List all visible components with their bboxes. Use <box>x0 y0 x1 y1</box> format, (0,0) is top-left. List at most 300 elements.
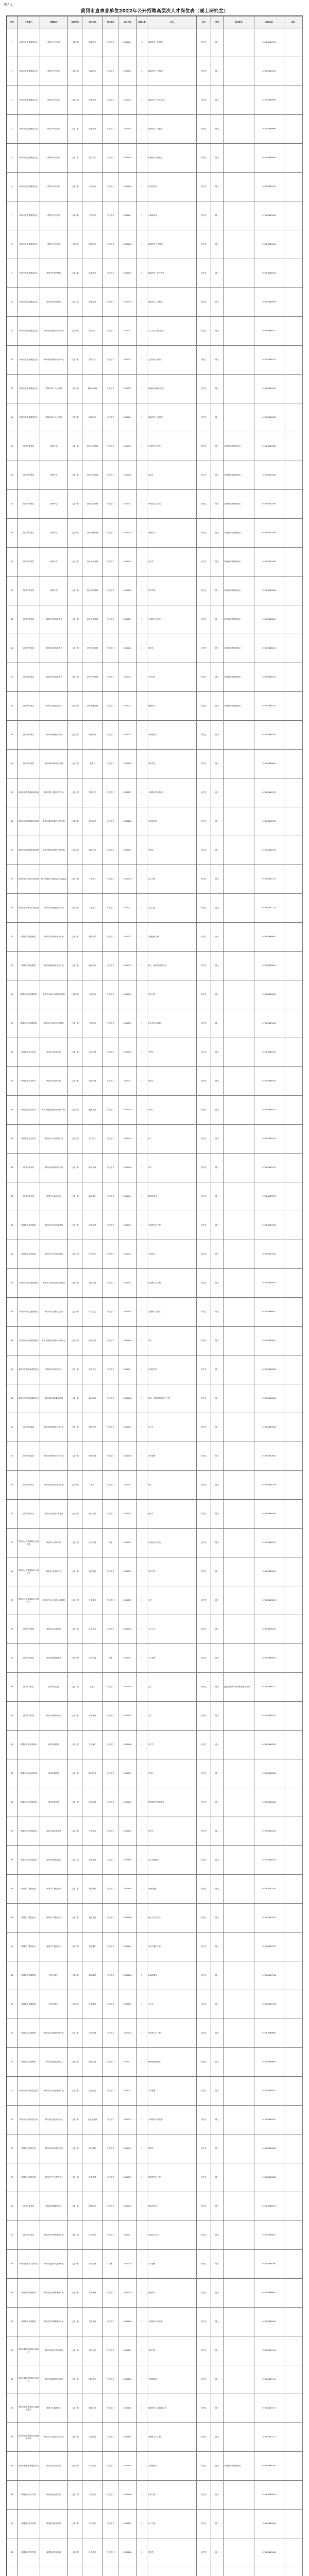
table-cell: 0713-8657277 <box>254 2394 284 2423</box>
table-cell: 黄冈职业技术学院 <box>40 2481 68 2510</box>
table-cell: 研究生 <box>197 1875 211 1904</box>
table-cell: 1 <box>137 1327 147 1355</box>
table-cell: 0713-8656178 <box>254 836 284 865</box>
table-cell: 水产 <box>147 1125 197 1154</box>
table-cell: 专业技术 <box>103 1759 118 1788</box>
table-cell: 2022053 <box>118 1529 137 1557</box>
table-cell: 黄冈市财政局 <box>18 1442 40 1471</box>
table-cell <box>224 865 254 894</box>
table-cell <box>284 721 303 750</box>
table-cell: 2022066 <box>118 1904 137 1933</box>
table-cell <box>224 1557 254 1586</box>
table-cell <box>284 346 303 375</box>
table-cell: 黄冈市自然资源和规划局 <box>18 778 40 807</box>
table-cell <box>224 2481 254 2510</box>
table-cell: 临床医师 <box>82 259 103 288</box>
table-row <box>7 1038 303 1067</box>
table-cell: 专业技术 <box>103 1817 118 1846</box>
table-cell: 2022038 <box>118 1096 137 1125</box>
table-cell: 0713-8657140 <box>254 2365 284 2394</box>
table-cell: 公益一类 <box>68 1182 82 1211</box>
table-cell: 专业技术 <box>103 1788 118 1817</box>
table-cell: 黄冈市中心医院 <box>40 57 68 86</box>
table-cell: 1 <box>137 461 147 490</box>
table-cell: 公益二类 <box>68 230 82 259</box>
table-cell: 1 <box>137 2279 147 2308</box>
table-body <box>7 28 303 2576</box>
table-cell: 黄冈市退役军人事务局 <box>18 2250 40 2279</box>
table-cell: 黄冈市群众艺术馆 <box>40 1817 68 1846</box>
table-cell <box>224 1615 254 1644</box>
table-row <box>7 1442 303 1471</box>
table-cell: 高中数学教师 <box>82 461 103 490</box>
table-cell <box>284 2192 303 2221</box>
table-row <box>7 86 303 115</box>
table-cell: 2022014 <box>118 403 137 432</box>
table-cell: 研究生 <box>197 1673 211 1702</box>
table-cell: 公益一类 <box>68 1759 82 1788</box>
table-row <box>7 2308 303 2336</box>
table-cell: 专业技术 <box>103 173 118 201</box>
table-cell: 高中化学教师 <box>82 548 103 577</box>
table-cell: 0713-8656293 <box>254 1586 284 1615</box>
table-cell: 1 <box>137 1355 147 1384</box>
table-row <box>7 2163 303 2192</box>
table-cell: 硕士 <box>211 1788 224 1817</box>
table-cell: 黄冈市政务服务和大数据管理局 <box>18 2423 40 2452</box>
table-cell <box>284 57 303 86</box>
table-cell: 研究生 <box>197 1211 211 1240</box>
table-cell: 黄冈市经济和信息化局 <box>18 2106 40 2134</box>
table-cell <box>284 2510 303 2538</box>
table-cell: 黄冈市公证处 <box>40 1673 68 1702</box>
table-cell: 51 <box>7 1471 18 1500</box>
table-cell: 研究生 <box>197 115 211 144</box>
table-cell: 13 <box>7 375 18 403</box>
table-cell <box>224 2192 254 2221</box>
table-cell: 研究生 <box>197 1269 211 1298</box>
table-cell: 中国语言文学类 <box>147 432 197 461</box>
table-cell: 黄冈市中心医院 <box>40 28 68 57</box>
table-cell <box>224 1009 254 1038</box>
table-cell: 专业技术 <box>103 1846 118 1875</box>
table-cell: 0713-8657140 <box>254 2336 284 2365</box>
table-cell: 专业技术 <box>103 1990 118 2019</box>
table-cell: 研究生 <box>197 634 211 663</box>
table-cell: 黄冈市政务服务和大数据管理局 <box>18 2394 40 2423</box>
table-cell: 黄冈市畜牧兽医技术推广中心 <box>40 1096 68 1125</box>
table-cell: 招商服务 <box>82 2192 103 2221</box>
table-cell: 专业技术 <box>103 2019 118 2048</box>
table-cell: 研究生 <box>197 288 211 317</box>
table-cell: 研究生 <box>197 1529 211 1557</box>
table-cell: 硕士 <box>211 1038 224 1067</box>
table-cell: 临床医师 <box>82 403 103 432</box>
column-header: 备注 <box>284 16 303 28</box>
table-cell: 专业技术 <box>103 1182 118 1211</box>
table-cell: 88 <box>7 2538 18 2567</box>
table-cell: 79 <box>7 2279 18 2308</box>
table-cell: 研究生 <box>197 230 211 259</box>
table-cell: 0713-8656447 <box>254 2106 284 2134</box>
table-cell: 黄冈市社会福利院 <box>40 1615 68 1644</box>
table-cell: 专业技术 <box>103 1327 118 1355</box>
table-cell: 专业技术 <box>103 980 118 1009</box>
table-cell: 黄冈市退役军人服务中心 <box>40 2250 68 2279</box>
table-cell: 专业技术 <box>103 1557 118 1586</box>
table-cell: 53 <box>7 1529 18 1557</box>
table-cell: 专业技术 <box>103 57 118 86</box>
table-cell: 公益一类 <box>68 952 82 980</box>
table-cell: 41 <box>7 1182 18 1211</box>
table-cell: 专业技术 <box>103 1615 118 1644</box>
column-header: 联系电话 <box>254 16 284 28</box>
table-row <box>7 1875 303 1904</box>
table-cell: 公益一类 <box>68 2077 82 2106</box>
table-header-row <box>7 16 303 28</box>
table-cell: 播音主持 <box>82 1904 103 1933</box>
table-cell: 公益一类 <box>68 1009 82 1038</box>
table-cell: 46 <box>7 1327 18 1355</box>
table-cell: 黄冈市人事考试院 <box>40 1529 68 1557</box>
table-cell: 0713-8656122 <box>254 1673 284 1702</box>
table-cell: 2022039 <box>118 1125 137 1154</box>
table-cell: 0713-8656736 <box>254 1471 284 1500</box>
table-cell: 0713-8338210 <box>254 634 284 663</box>
table-cell: 护理学 <box>147 2538 197 2567</box>
table-cell: 专业技术 <box>103 1586 118 1615</box>
column-header: 专业 <box>147 16 197 28</box>
table-cell <box>284 1644 303 1673</box>
table-cell: 林学 <box>147 1154 197 1182</box>
table-cell: 公益一类 <box>68 1413 82 1442</box>
table-cell: 硕士 <box>211 894 224 923</box>
table-cell: 黄冈日报社 <box>40 1990 68 2019</box>
table-cell: 公益二类 <box>68 115 82 144</box>
table-cell <box>284 2250 303 2279</box>
column-header: 学历 <box>197 16 211 28</box>
table-cell: 信息技术 <box>82 778 103 807</box>
table-cell <box>224 2250 254 2279</box>
table-cell: 专业技术 <box>103 865 118 894</box>
table-cell: 公益二类 <box>68 836 82 865</box>
table-cell: 通过国家统一法律职业资格考试 <box>224 1673 254 1702</box>
table-cell: 外贸服务 <box>82 2221 103 2250</box>
table-cell: 1 <box>137 605 147 634</box>
table-cell: 专业技术 <box>103 201 118 230</box>
table-cell: 2 <box>137 173 147 201</box>
table-cell <box>284 634 303 663</box>
table-cell: 公益二类 <box>68 86 82 115</box>
table-cell: 高中地理教师 <box>82 692 103 721</box>
table-row <box>7 2279 303 2308</box>
table-cell: 陈列展览 <box>82 1759 103 1788</box>
table-cell: 2022042 <box>118 1211 137 1240</box>
table-cell: 硕士 <box>211 663 224 692</box>
table-cell: 专业技术 <box>103 1038 118 1067</box>
table-cell: 专业技术 <box>103 1125 118 1154</box>
table-row <box>7 1788 303 1817</box>
table-cell: 研究生 <box>197 1961 211 1990</box>
table-cell: 黄冈市发展和改革委员会 <box>18 1355 40 1384</box>
table-cell: 2022043 <box>118 1240 137 1269</box>
table-cell: 39 <box>7 1125 18 1154</box>
table-cell: 黄冈市卫生健康委员会 <box>18 403 40 432</box>
table-cell: 黄冈市卫生健康委员会 <box>18 201 40 230</box>
table-cell <box>211 2567 224 2576</box>
table-cell: 55 <box>7 1586 18 1615</box>
table-cell: 2022073 <box>118 2106 137 2134</box>
table-cell: 4 <box>7 115 18 144</box>
table-cell: 2 <box>137 1875 147 1904</box>
table-cell: 62 <box>7 1788 18 1817</box>
table-cell: 具有相应教师资格证 <box>224 634 254 663</box>
table-cell: 0713-8656583 <box>254 2134 284 2163</box>
table-cell: 2022018 <box>118 519 137 548</box>
table-cell: 0713-8656990 <box>254 86 284 115</box>
table-cell: 2022044 <box>118 1269 137 1298</box>
table-row <box>7 1586 303 1615</box>
table-cell: 分析化学 <box>82 1240 103 1269</box>
table-cell <box>284 1067 303 1096</box>
table-cell: 黄冈市国库集中支付中心 <box>40 1442 68 1471</box>
table-cell <box>284 548 303 577</box>
table-cell: 园艺学 <box>147 1067 197 1096</box>
table-cell: 专业技术 <box>103 432 118 461</box>
table-cell: 1 <box>137 1413 147 1442</box>
table-row <box>7 144 303 173</box>
table-cell: 专业技术 <box>103 1933 118 1961</box>
table-cell: 2022030 <box>118 865 137 894</box>
table-cell <box>224 952 254 980</box>
table-cell: 0713-8656410 <box>254 1125 284 1154</box>
table-cell: 临床医学（外科学） <box>147 230 197 259</box>
table-cell: 0713-8338616 <box>254 288 284 317</box>
table-cell: 研究生 <box>197 1702 211 1731</box>
table-cell <box>284 1731 303 1759</box>
table-cell: 黄冈市计量测试检定所 <box>40 1298 68 1327</box>
table-cell: 高中语文教师 <box>82 432 103 461</box>
table-cell: 研究生 <box>197 1442 211 1471</box>
table-cell: 工程技术 <box>82 865 103 894</box>
table-cell: 1 <box>137 1125 147 1154</box>
table-cell: 专业技术 <box>103 2106 118 2134</box>
table-cell: 新闻采编 <box>82 1875 103 1904</box>
table-cell: 财务管理 <box>82 1442 103 1471</box>
table-cell: 畜牧兽医 <box>82 1096 103 1125</box>
table-cell: 2022015 <box>118 432 137 461</box>
table-cell: 临床医学 <box>147 2279 197 2308</box>
table-cell: 黄冈市市政设施维护中心 <box>40 894 68 923</box>
table-cell: 法学 <box>147 1673 197 1702</box>
table-cell: 1 <box>137 1154 147 1182</box>
table-cell: 77 <box>7 2221 18 2250</box>
table-cell: 78 <box>7 2250 18 2279</box>
table-cell: 中国语言文学类 <box>147 605 197 634</box>
table-cell: 研究生 <box>197 375 211 403</box>
table-cell: 公益二类 <box>68 1904 82 1933</box>
table-cell: 管理 <box>103 1644 118 1673</box>
table-cell: 环境科学与工程 <box>147 1211 197 1240</box>
table-cell: 图书管理 <box>82 1788 103 1817</box>
table-cell <box>284 317 303 346</box>
table-row <box>7 577 303 605</box>
table-cell: 75 <box>7 2163 18 2192</box>
table-cell: 2022024 <box>118 692 137 721</box>
table-cell: 2022054 <box>118 1557 137 1586</box>
table-cell: 公益一类 <box>68 1384 82 1413</box>
table-cell: 临床医师 <box>82 115 103 144</box>
table-cell: 计算机科学与技术 <box>147 778 197 807</box>
table-row <box>7 1125 303 1154</box>
table-cell: 专业技术 <box>103 1096 118 1125</box>
table-cell: 0713-8620380 <box>254 519 284 548</box>
table-cell: 研究生 <box>197 663 211 692</box>
table-cell: 0713-8625327 <box>254 1182 284 1211</box>
table-cell <box>224 1788 254 1817</box>
table-cell: 硕士 <box>211 577 224 605</box>
table-row <box>7 288 303 317</box>
column-header: 岗位类别 <box>103 16 118 28</box>
table-row <box>7 519 303 548</box>
table-cell: 研究生 <box>197 2163 211 2192</box>
table-cell <box>284 865 303 894</box>
table-cell: 硕士 <box>211 1269 224 1298</box>
table-cell: 硕士 <box>211 1327 224 1355</box>
table-cell: 0713-8657105 <box>254 1904 284 1933</box>
table-cell: 2022020 <box>118 577 137 605</box>
table-cell: 硕士 <box>211 1067 224 1096</box>
table-cell: 2022006 <box>118 173 137 201</box>
table-cell: 研究生 <box>197 2336 211 2365</box>
table-cell: 研究生 <box>197 836 211 865</box>
table-row <box>7 2452 303 2481</box>
table-cell: 专业技术 <box>103 548 118 577</box>
table-cell: 黄冈市机关幼儿园 <box>40 2452 68 2481</box>
table-row <box>7 432 303 461</box>
table-cell: 研究生 <box>197 2077 211 2106</box>
table-cell: 公益一类 <box>68 663 82 692</box>
table-cell <box>284 2481 303 2510</box>
table-cell: 0713-8656528 <box>254 1817 284 1846</box>
table-cell: 黄冈市中小企业服务中心 <box>40 2077 68 2106</box>
table-cell: 公益一类 <box>68 778 82 807</box>
table-cell: 21 <box>7 605 18 634</box>
table-cell <box>224 1442 254 1471</box>
table-cell: 硕士 <box>211 1154 224 1182</box>
table-cell: 黄冈职业技术学院 <box>40 2510 68 2538</box>
table-cell: 1 <box>137 778 147 807</box>
table-cell: 2022026 <box>118 750 137 778</box>
table-cell: 2022081 <box>118 2336 137 2365</box>
table-cell: 12 <box>7 346 18 375</box>
table-cell: 1 <box>137 923 147 952</box>
table-cell: 1 <box>137 490 147 519</box>
table-cell: 软件工程 <box>147 1557 197 1586</box>
table-row <box>7 1759 303 1788</box>
table-cell <box>284 2423 303 2452</box>
table-cell: 专业技术 <box>103 86 118 115</box>
table-cell: 黄冈市教育局 <box>18 663 40 692</box>
table-cell: 2022040 <box>118 1154 137 1182</box>
table-cell: 6 <box>7 173 18 201</box>
table-cell: 2022063 <box>118 1817 137 1846</box>
table-cell <box>224 1471 254 1500</box>
table-cell: 2022002 <box>118 57 137 86</box>
table-cell: 2022029 <box>118 836 137 865</box>
table-cell: 0713-8656671 <box>254 2221 284 2250</box>
table-cell: 2022086 <box>118 2481 137 2510</box>
table-cell: 硕士 <box>211 2481 224 2510</box>
table-cell: 2022075 <box>118 2163 137 2192</box>
table-cell: 1 <box>137 346 147 375</box>
table-cell: 2022003 <box>118 86 137 115</box>
table-cell: 研究生 <box>197 2279 211 2308</box>
table-cell: 公益一类 <box>68 490 82 519</box>
table-cell: 黄冈市教育局 <box>18 605 40 634</box>
attachment-label: 附件1： <box>4 3 15 7</box>
table-cell: 水利工程 <box>82 980 103 1009</box>
table-cell: 0713-8656905 <box>254 2279 284 2308</box>
table-cell: 硕士 <box>211 1586 224 1615</box>
table-cell: 研究生 <box>197 807 211 836</box>
table-cell <box>284 750 303 778</box>
table-cell: 公益一类 <box>68 750 82 778</box>
table-cell: 硕士 <box>211 2538 224 2567</box>
table-cell <box>284 2538 303 2567</box>
table-cell <box>224 1298 254 1327</box>
table-cell: 专业技术 <box>103 230 118 259</box>
table-cell: 法律事务 <box>82 1586 103 1615</box>
table-row <box>7 1731 303 1759</box>
table-cell: 研究生 <box>197 519 211 548</box>
table-row <box>7 1384 303 1413</box>
table-cell: 黄冈市水利水电勘察设计院 <box>40 980 68 1009</box>
column-header: 其他要求 <box>224 16 254 28</box>
table-cell: 公共管理 <box>147 1644 197 1673</box>
table-cell: 9 <box>7 259 18 288</box>
table-cell: 0713-8657318 <box>254 1990 284 2019</box>
table-row <box>7 2394 303 2423</box>
table-row <box>7 57 303 86</box>
table-cell: 2 <box>7 57 18 86</box>
table-cell <box>224 807 254 836</box>
table-cell: 0713-8656361 <box>254 1500 284 1529</box>
table-cell: 黄冈市生态环境监测站 <box>40 1211 68 1240</box>
table-cell: 黄冈中学 <box>40 548 68 577</box>
table-cell: 硕士 <box>211 2510 224 2538</box>
table-cell: 黄冈市文化和旅游局 <box>18 1731 40 1759</box>
table-cell: 综合管理 <box>82 1644 103 1673</box>
table-cell: 黄冈市应急救援指挥中心 <box>40 2019 68 2048</box>
table-cell <box>284 2221 303 2250</box>
table-cell <box>284 692 303 721</box>
table-cell: 2022071 <box>118 2048 137 2077</box>
table-cell: 专业技术 <box>103 1067 118 1096</box>
table-cell: 研究生 <box>197 605 211 634</box>
table-row <box>7 1009 303 1038</box>
table-row <box>7 2538 303 2567</box>
table-cell: 公益二类 <box>68 980 82 1009</box>
table-cell <box>284 201 303 230</box>
table-cell: 硕士 <box>211 2250 224 2279</box>
table-cell: 公益一类 <box>68 1702 82 1731</box>
table-cell: 硕士 <box>211 432 224 461</box>
table-cell: 公益一类 <box>68 1442 82 1471</box>
table-cell: 研究生 <box>197 1067 211 1096</box>
table-cell: 研究生 <box>197 432 211 461</box>
table-cell <box>224 2163 254 2192</box>
